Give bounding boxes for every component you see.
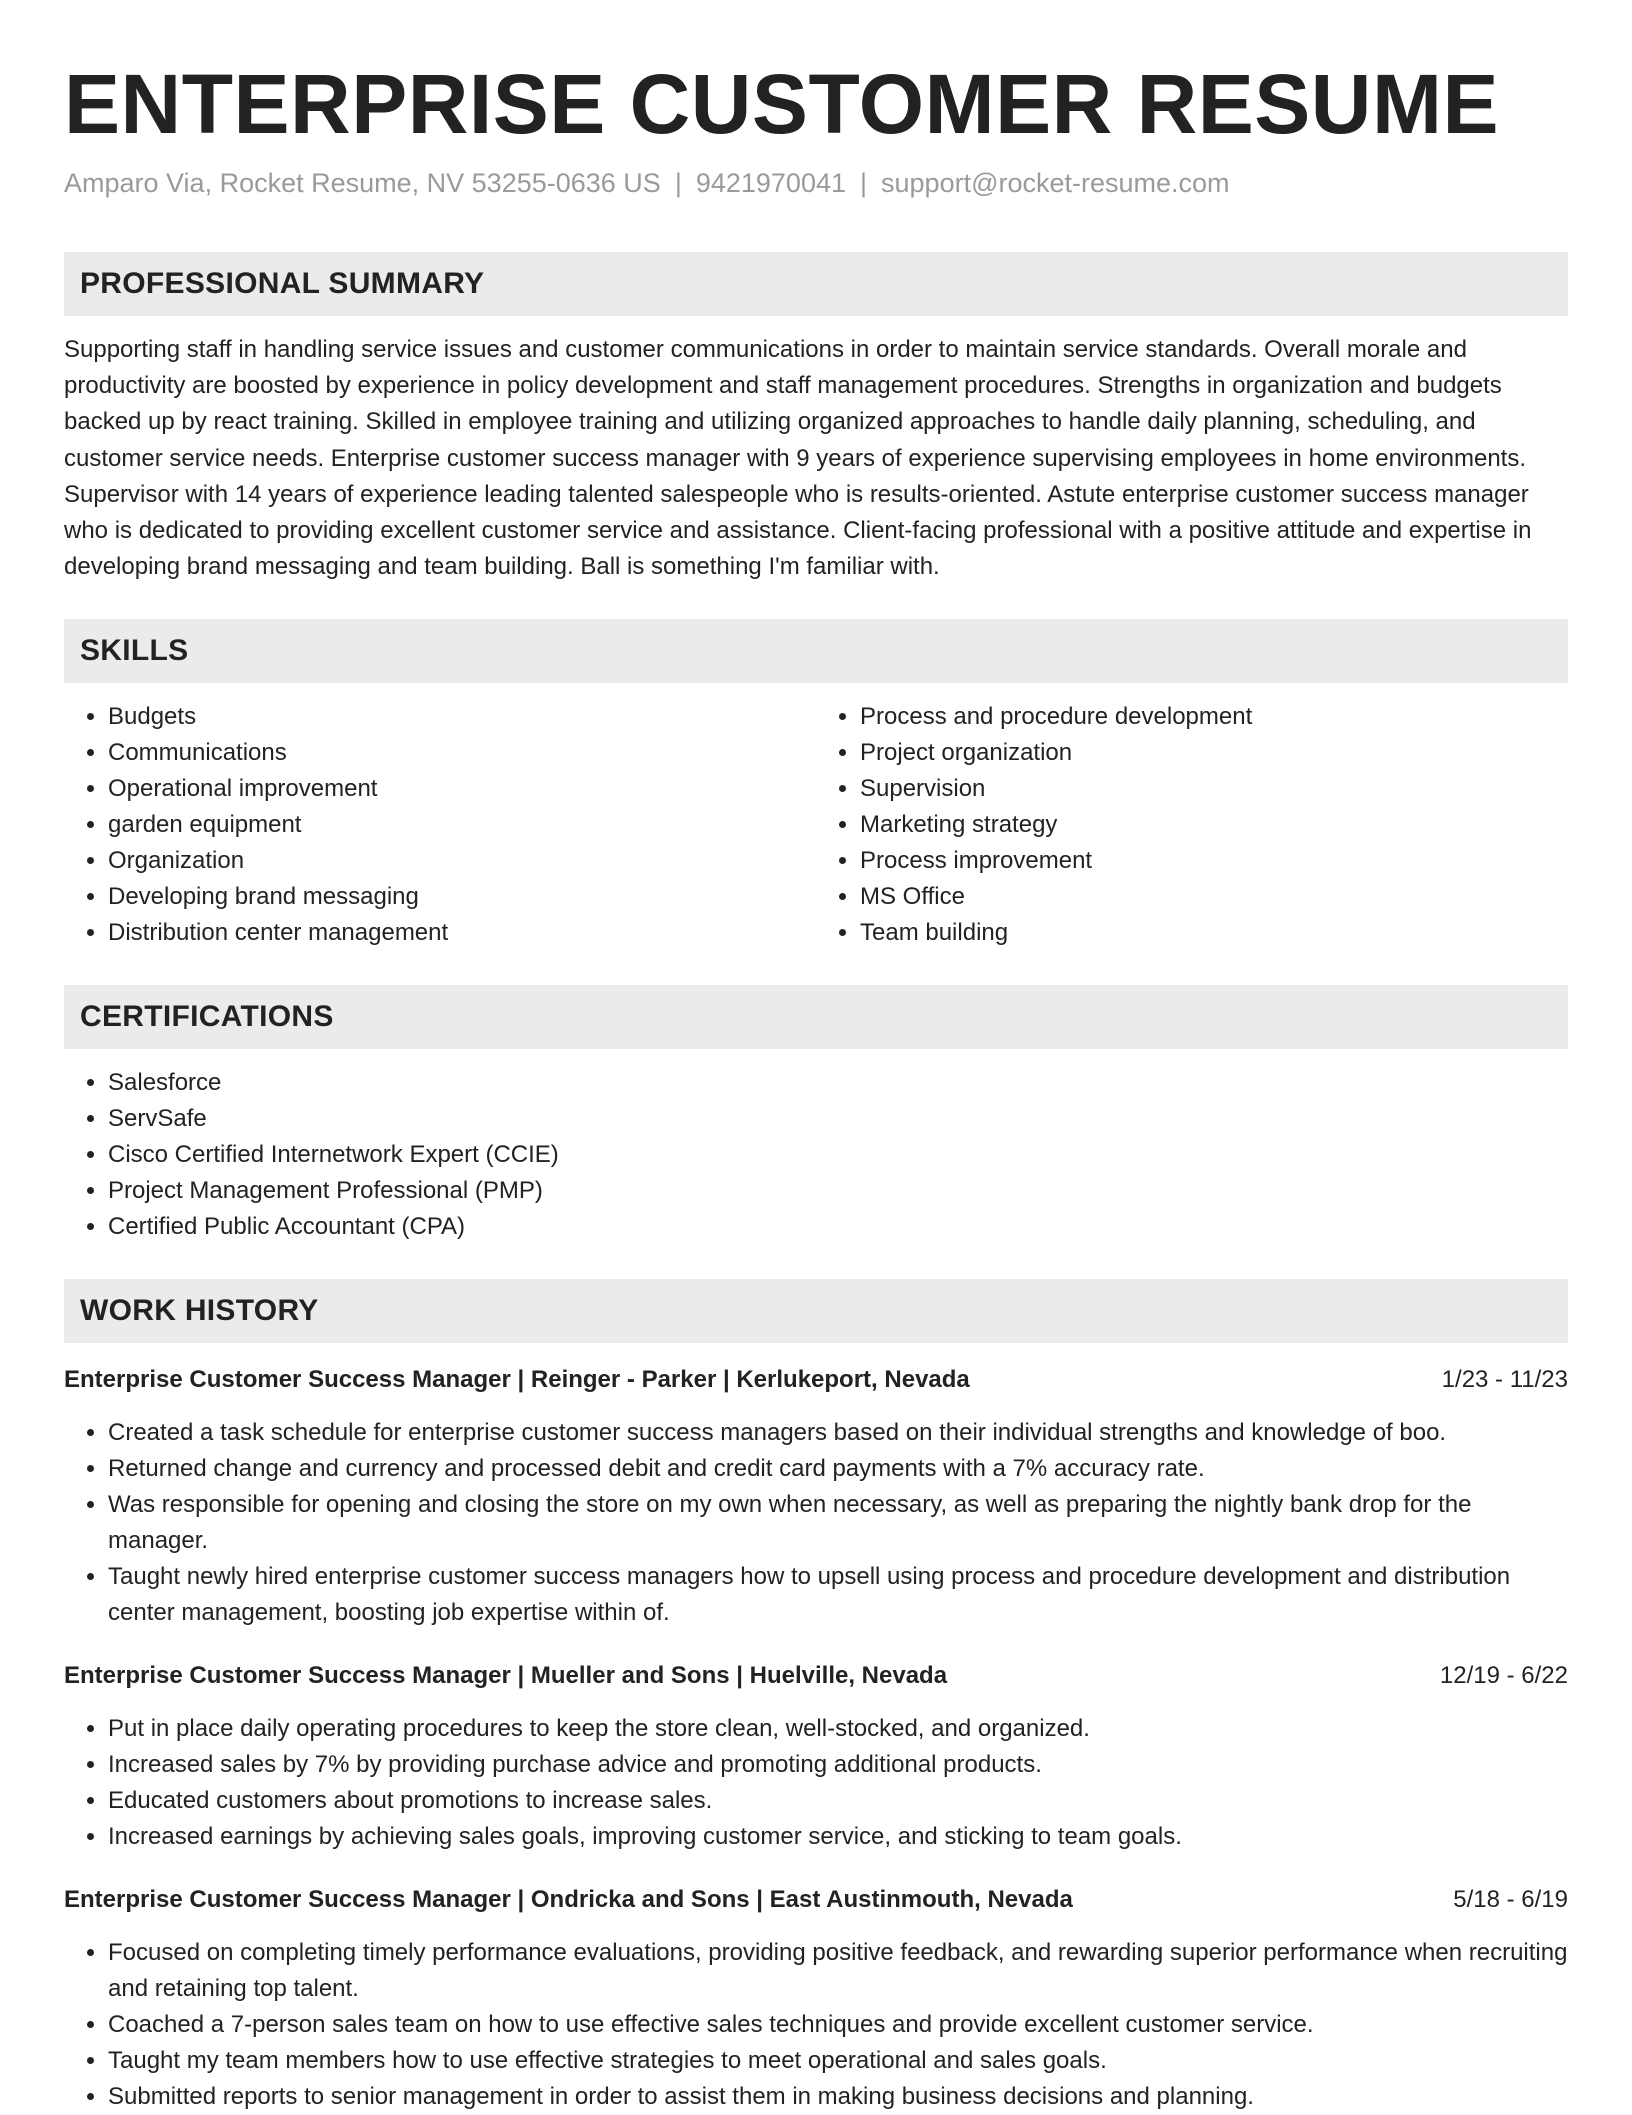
skill-item: • Team building [860,915,1568,951]
job-bullet: • Taught newly hired enterprise customer success managers how to upsell using process and procedure development and distribution center management, boosting job expertise within of. [108,1559,1568,1631]
job-entry [64,1659,1568,1855]
job-dates: 1/23 - 11/23 [1441,1366,1568,1394]
section-title-summary: PROFESSIONAL SUMMARY [80,267,485,300]
section-header-skills [64,619,1568,683]
job-bullet: • Put in place daily operating procedures to keep the store clean, well-stocked, and organized. [108,1711,1568,1747]
section-title-certifications: CERTIFICATIONS [80,1000,334,1034]
resume-title: ENTERPRISE CUSTOMER RESUME [64,57,1499,151]
skill-item: • Communications [108,735,816,771]
job-bullet: • Educated customers about promotions to increase sales. [108,1783,1568,1819]
skill-item: • Supervision [860,771,1568,807]
certification-item: • Certified Public Accountant (CPA) [108,1209,1568,1245]
contact-email: support@rocket-resume.com [881,168,1230,198]
skills-list-right [816,699,1568,951]
job-header [64,1363,1568,1397]
skills-list-left [64,699,816,951]
contact-separator: | [860,168,868,198]
certification-item: • ServSafe [108,1101,1568,1137]
skill-item: • garden equipment [108,807,816,843]
job-bullets [64,1711,1568,1855]
job-bullets [64,1935,1568,2115]
contact-separator: | [674,168,682,198]
job-header [64,1659,1568,1693]
skills-column-left [64,699,816,951]
job-bullet: • Created a task schedule for enterprise customer success managers based on their individual strengths and knowledge of boo. [108,1415,1568,1451]
summary-paragraph: Supporting staff in handling service issues and customer communications in order to maintain service standards. Overall morale and productivity are boosted by experience in policy development and staff management procedures. Strengths in organization and budgets backed up by react training. Skilled in employee training and utilizing organized approaches to handle daily planning, scheduling, and customer service needs. Enterprise customer success manager with 9 years of experience supervising employees in home environments. Supervisor with 14 years of experience leading talented salespeople who is results-oriented. Astute enterprise customer success manager who is dedicated to providing excellent customer service and assistance. Client-facing professional with a positive attitude and expertise in developing brand messaging and team building. Ball is something I'm familiar with. [64,336,1532,581]
skills-column-right [816,699,1568,951]
skill-item: • Project organization [860,735,1568,771]
section-header-certifications [64,985,1568,1049]
certifications-list [64,1065,1568,1245]
skill-item: • Budgets [108,699,816,735]
skill-item: • Distribution center management [108,915,816,951]
contact-line [64,166,1568,200]
skill-item: • Developing brand messaging [108,879,816,915]
job-bullet: • Increased earnings by achieving sales goals, improving customer service, and sticking to team goals. [108,1819,1568,1855]
job-title: Enterprise Customer Success Manager | Reinger - Parker | Kerlukeport, Nevada [64,1366,970,1394]
job-title: Enterprise Customer Success Manager | Ondricka and Sons | East Austinmouth, Nevada [64,1886,1073,1914]
job-bullets [64,1415,1568,1631]
job-entry [64,1363,1568,1631]
contact-phone: 9421970041 [695,168,846,198]
job-entry [64,1883,1568,2115]
certification-item: • Salesforce [108,1065,1568,1101]
job-header [64,1883,1568,1917]
skill-item: • Operational improvement [108,771,816,807]
job-bullet: • Returned change and currency and processed debit and credit card payments with a 7% accuracy rate. [108,1451,1568,1487]
certification-item: • Cisco Certified Internetwork Expert (CCIE) [108,1137,1568,1173]
job-title: Enterprise Customer Success Manager | Mueller and Sons | Huelville, Nevada [64,1662,948,1690]
contact-address: Amparo Via, Rocket Resume, NV 53255-0636 US [64,168,661,198]
job-dates: 12/19 - 6/22 [1439,1662,1568,1690]
skill-item: • Organization [108,843,816,879]
job-bullet: • Submitted reports to senior management in order to assist them in making business decisions and planning. [108,2079,1568,2115]
skill-item: • Process improvement [860,843,1568,879]
job-bullet: • Focused on completing timely performance evaluations, providing positive feedback, and rewarding superior performance when recruiting and retaining top talent. [108,1935,1568,2007]
section-header-work-history [64,1279,1568,1343]
section-title-skills: SKILLS [80,634,189,668]
certification-item: • Project Management Professional (PMP) [108,1173,1568,1209]
job-bullet: • Coached a 7-person sales team on how to use effective sales techniques and provide excellent customer service. [108,2007,1568,2043]
job-bullet: • Increased sales by 7% by providing purchase advice and promoting additional products. [108,1747,1568,1783]
skill-item: • Process and procedure development [860,699,1568,735]
skills-columns [64,699,1568,951]
section-header-summary [64,252,1568,316]
job-dates: 5/18 - 6/19 [1453,1886,1568,1914]
job-bullet: • Taught my team members how to use effective strategies to meet operational and sales goals. [108,2043,1568,2079]
skill-item: • Marketing strategy [860,807,1568,843]
job-bullet: • Was responsible for opening and closing the store on my own when necessary, as well as preparing the nightly bank drop for the manager. [108,1487,1568,1559]
section-title-work-history: WORK HISTORY [80,1294,319,1328]
skill-item: • MS Office [860,879,1568,915]
